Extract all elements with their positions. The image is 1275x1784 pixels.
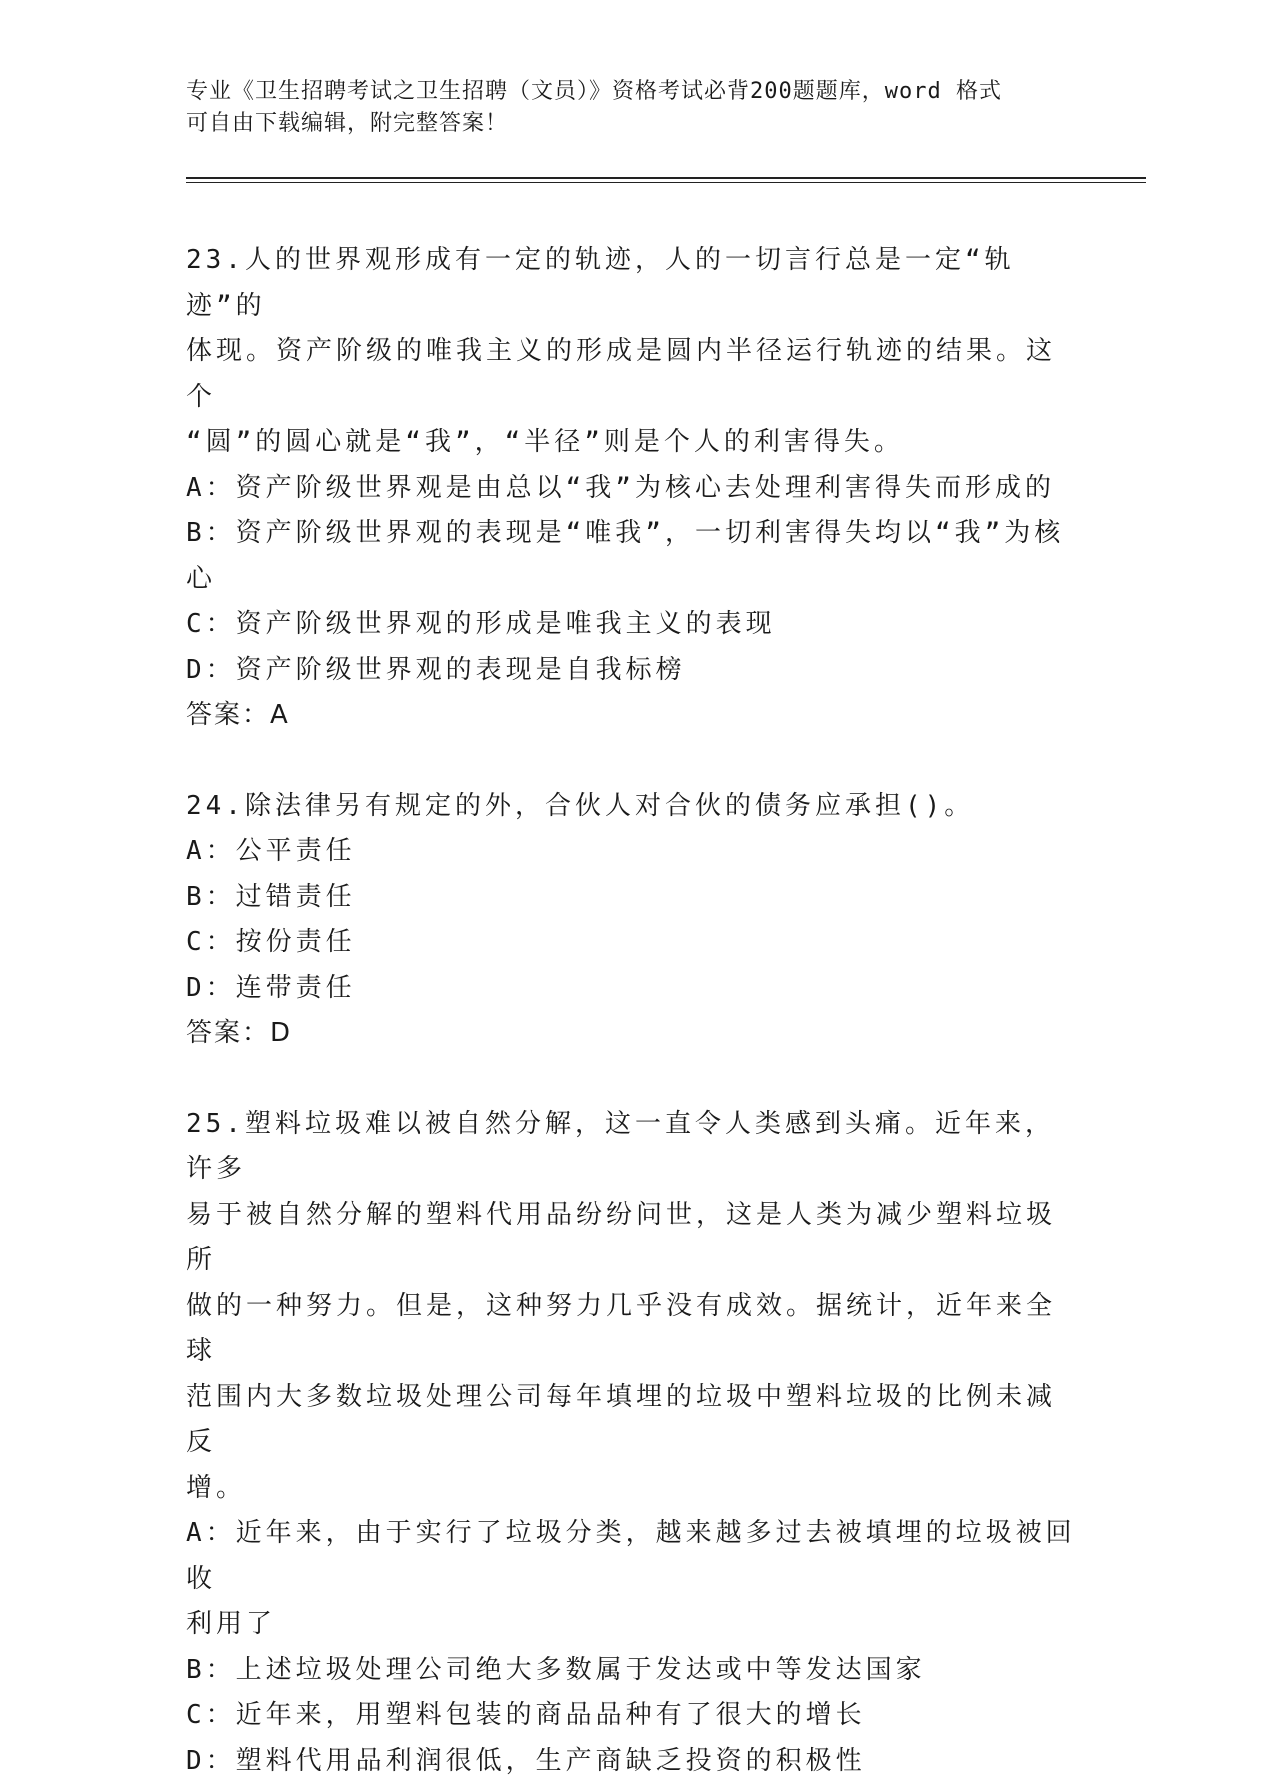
option-d: D：塑料代用品利润很低，生产商缺乏投资的积极性 [186, 1739, 1081, 1784]
option-d: D：资产阶级世界观的表现是自我标榜 [186, 648, 1081, 694]
question-stem-line: 易于被自然分解的塑料代用品纷纷问世，这是人类为减少塑料垃圾所 [186, 1193, 1081, 1284]
header-divider-thick [186, 177, 1146, 179]
question-list [186, 238, 1081, 1784]
option-b: B：上述垃圾处理公司绝大多数属于发达或中等发达国家 [186, 1648, 1081, 1694]
option-b: B：过错责任 [186, 875, 1081, 921]
option-d: D：连带责任 [186, 966, 1081, 1012]
question-stem-line: 增。 [186, 1466, 1081, 1512]
option-a: A：公平责任 [186, 829, 1081, 875]
option-a-continued: 利用了 [186, 1602, 1081, 1648]
option-c: C：近年来，用塑料包装的商品品种有了很大的增长 [186, 1693, 1081, 1739]
option-b: B：资产阶级世界观的表现是“唯我”，一切利害得失均以“我”为核 [186, 511, 1081, 557]
option-a: A：资产阶级世界观是由总以“我”为核心去处理利害得失而形成的 [186, 466, 1081, 512]
question-item [186, 1102, 1081, 1784]
answer-line: 答案：A [186, 693, 1081, 739]
question-item [186, 784, 1081, 1057]
option-b-continued: 心 [186, 557, 1081, 603]
question-stem-line: 24.除法律另有规定的外，合伙人对合伙的债务应承担()。 [186, 784, 1081, 830]
question-stem-line: 范围内大多数垃圾处理公司每年填埋的垃圾中塑料垃圾的比例未减反 [186, 1375, 1081, 1466]
question-stem-line: 25.塑料垃圾难以被自然分解，这一直令人类感到头痛。近年来，许多 [186, 1102, 1081, 1193]
question-stem-line: 做的一种努力。但是，这种努力几乎没有成效。据统计，近年来全球 [186, 1284, 1081, 1375]
question-stem-line: 23.人的世界观形成有一定的轨迹，人的一切言行总是一定“轨迹”的 [186, 238, 1081, 329]
question-item [186, 238, 1081, 739]
question-stem-line: 体现。资产阶级的唯我主义的形成是圆内半径运行轨迹的结果。这个 [186, 329, 1081, 420]
question-stem-line: “圆”的圆心就是“我”，“半径”则是个人的利害得失。 [186, 420, 1081, 466]
document-header [186, 76, 1086, 140]
question-spacer [186, 739, 1081, 784]
header-title-line-1: 专业《卫生招聘考试之卫生招聘（文员）》资格考试必背200题题库，word 格式 [186, 76, 1086, 108]
header-divider-thin [186, 182, 1146, 183]
option-c: C：按份责任 [186, 920, 1081, 966]
answer-line: 答案：D [186, 1011, 1081, 1057]
option-a: A：近年来，由于实行了垃圾分类，越来越多过去被填埋的垃圾被回收 [186, 1511, 1081, 1602]
header-title-line-2: 可自由下载编辑，附完整答案！ [186, 108, 1086, 140]
question-spacer [186, 1057, 1081, 1102]
option-c: C：资产阶级世界观的形成是唯我主义的表现 [186, 602, 1081, 648]
